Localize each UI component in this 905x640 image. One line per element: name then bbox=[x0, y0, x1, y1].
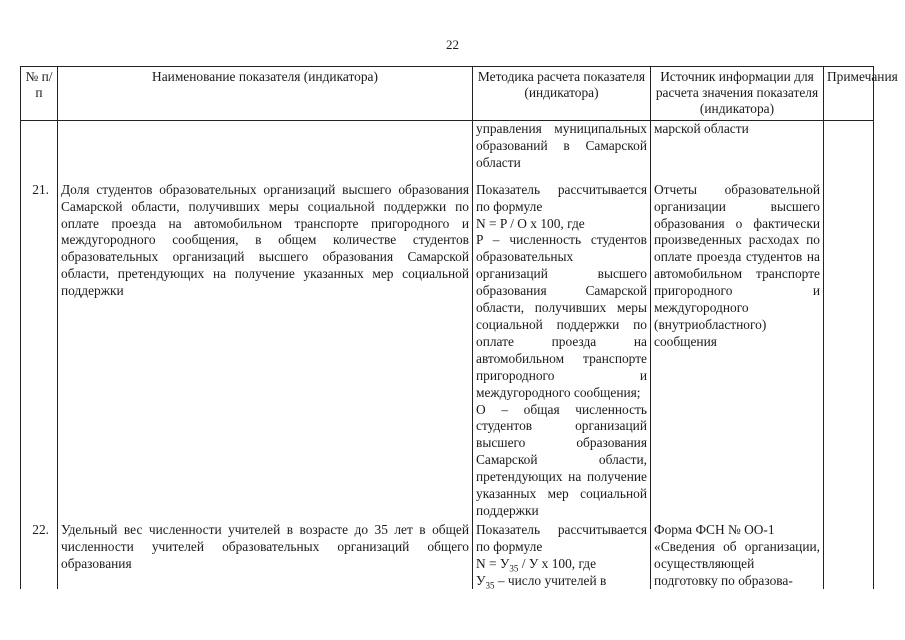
row-number: 21. bbox=[21, 182, 58, 522]
method-intro: Показатель рассчитывается по формуле bbox=[476, 521, 647, 554]
indicator-name: Доля студентов образовательных организаций высшего образования Самарской области, получивших меры социальной поддержки по оплате проезда на автомобильном транспорте пригородного и междугородного сообщения, в общем количестве студентов образовательных организаций высшего образования Самарской области, претендующих на получение указанных мер социальной поддержки bbox=[58, 182, 473, 522]
table-row-21 bbox=[21, 182, 874, 522]
calculation-method bbox=[473, 522, 651, 590]
page-number: 22 bbox=[446, 37, 459, 52]
cell-note bbox=[824, 522, 874, 590]
source-text: «Сведения об организации, осуществляющей подготовку по образова- bbox=[654, 538, 820, 588]
row-number: 22. bbox=[21, 522, 58, 590]
calculation-method bbox=[473, 182, 651, 522]
cell-source: марской области bbox=[651, 121, 824, 182]
information-source bbox=[651, 522, 824, 590]
formula: N = P / O x 100, где bbox=[476, 215, 585, 231]
cell-num bbox=[21, 121, 58, 182]
formula-p-definition: P – численность студентов образовательных организаций высшего образования Самарской области, получивших меры социальной поддержки по оплате проезда на автомобильном транспорте пригородного и междугородного сообщения; bbox=[476, 232, 647, 400]
cell-name bbox=[58, 121, 473, 182]
table-row-continued bbox=[21, 121, 874, 182]
cell-note bbox=[824, 121, 874, 182]
header-method: Методика расчета показателя (индикатора) bbox=[473, 67, 651, 121]
cell-note bbox=[824, 182, 874, 522]
formula-o-definition: O – общая численность студентов организаций высшего образования Самарской области, претендующих на получение указанных мер социальной поддержки bbox=[476, 401, 647, 518]
header-num: № п/п bbox=[21, 67, 58, 121]
information-source: Отчеты образовательной организации высшего образования о фактически произведенных расходах по оплате проезда студентов на автомобильном транспорте пригородного и междугородного (внутриобластного) сообщения bbox=[651, 182, 824, 522]
source-form: Форма ФСН № ОО-1 bbox=[654, 521, 775, 537]
table-row-22 bbox=[21, 522, 874, 590]
formula-definition: $У_{35}$ – число учителей в bbox=[476, 572, 607, 591]
header-name: Наименование показателя (индикатора) bbox=[58, 67, 473, 121]
header-note: Примечания bbox=[824, 67, 874, 121]
header-row bbox=[21, 67, 874, 121]
indicator-name: Удельный вес численности учителей в возрасте до 35 лет в общей численности учителей образовательных организаций общего образования bbox=[58, 522, 473, 590]
method-intro: Показатель рассчитывается по формуле bbox=[476, 181, 647, 214]
header-source: Источник информации для расчета значения показателя (индикатора) bbox=[651, 67, 824, 121]
formula: $N = У_{35} / У$ x 100, где bbox=[476, 555, 597, 574]
indicators-table bbox=[20, 66, 898, 591]
cell-method: управления муниципальных образований в Самарской области bbox=[473, 121, 651, 182]
